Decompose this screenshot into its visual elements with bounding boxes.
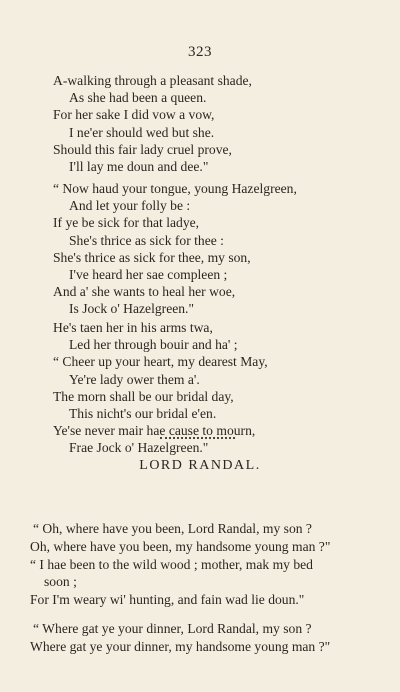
verse-line: Is Jock o' Hazelgreen." [69, 301, 195, 317]
verse-line: A-walking through a pleasant shade, [53, 73, 252, 88]
section-divider [160, 437, 235, 439]
verse-line: She's thrice as sick for thee, my son, [53, 249, 251, 265]
verse-line: Frae Jock o' Hazelgreen." [69, 440, 209, 456]
verse-line: The morn shall be our bridal day, [53, 388, 234, 404]
ballad-line: “ I hae been to the wild wood ; mother, mak my bed [30, 556, 313, 572]
ballad-line: “ Oh, where have you been, Lord Randal, my son ? [33, 521, 312, 536]
ballad-line: “ Where gat ye your dinner, Lord Randal, my son ? [33, 621, 312, 636]
ballad-line: Oh, where have you been, my handsome young man ?" [30, 538, 331, 554]
ballad-stanza-1 [30, 520, 330, 609]
verse-line: Ye're lady ower them a'. [69, 371, 200, 387]
verse-line: I'll lay me doun and dee." [69, 159, 209, 175]
ballad-stanza-2 [30, 620, 330, 656]
ballad-line: Where gat ye your dinner, my handsome young man ?" [30, 638, 331, 654]
verse-line: She's thrice as sick for thee : [69, 232, 224, 248]
verse-line: For her sake I did vow a vow, [53, 107, 215, 123]
verse-line: As she had been a queen. [69, 90, 207, 106]
verse-line: “ Now haud your tongue, young Hazelgreen, [53, 181, 297, 196]
verse-line: And let your folly be : [69, 198, 191, 214]
stanza-2 [53, 180, 297, 318]
page-number: 323 [188, 44, 212, 60]
verse-line: If ye be sick for that ladye, [53, 215, 200, 231]
verse-line: Led her through bouir and ha' ; [69, 337, 238, 353]
verse-line: I ne'er should wed but she. [69, 124, 215, 140]
stanza-1 [53, 72, 252, 175]
verse-line: Should this fair lady cruel prove, [53, 141, 232, 157]
ballad-line: soon ; [44, 574, 77, 590]
verse-line: And a' she wants to heal her woe, [53, 284, 236, 300]
verse-line: I've heard her sae compleen ; [69, 267, 228, 283]
section-title: LORD RANDAL. [139, 458, 261, 473]
ballad-line: For I'm weary wi' hunting, and fain wad lie doun." [30, 592, 305, 608]
verse-line: He's taen her in his arms twa, [53, 320, 213, 335]
verse-line: Ye'se never mair hae cause to mourn, [53, 423, 256, 439]
verse-line: This nicht's our bridal e'en. [69, 406, 217, 422]
verse-line: “ Cheer up your heart, my dearest May, [53, 354, 268, 370]
stanza-3 [53, 319, 268, 457]
